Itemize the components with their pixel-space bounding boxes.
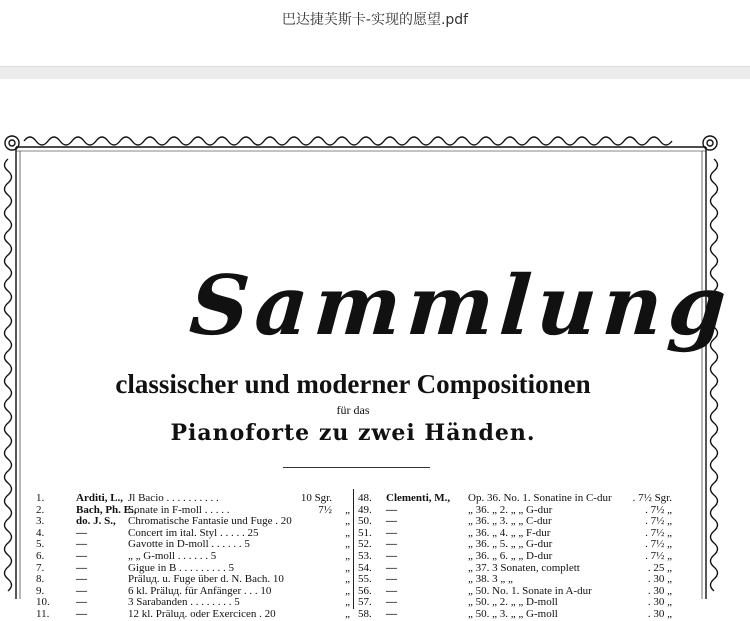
entry-composer: —	[76, 526, 87, 539]
entry-price: . 7½ „	[645, 515, 672, 528]
entry-title: Op. 36. No. 1. Sonatine in C-dur	[468, 492, 612, 504]
entry-composer: —	[76, 573, 87, 586]
entry-number: 58.	[358, 607, 372, 620]
entry-title: Concert im ital. Styl . . . . . 25	[128, 526, 259, 539]
entry-composer: —	[386, 596, 397, 609]
entry-number: 48.	[358, 492, 372, 504]
entry-mark: „	[345, 584, 350, 597]
entry-number: 2.	[36, 503, 45, 516]
entry-title: „ 37. 3 Sonaten, complett	[468, 561, 580, 574]
entry-mark: „	[345, 503, 350, 516]
entry-title: Gigue in B . . . . . . . . . 5	[128, 561, 235, 574]
entry-price: . 7½ „	[645, 538, 672, 551]
entry-title: „ 50. „ 3. „ „ G-moll	[468, 607, 558, 620]
entry-mark: „	[345, 526, 350, 539]
entry-composer: —	[76, 549, 87, 562]
entry-price: . 7½ Sgr.	[632, 492, 672, 504]
entry-composer: —	[386, 526, 397, 539]
entry-number: 50.	[358, 515, 372, 528]
entry-number: 3.	[36, 515, 45, 528]
title-heading: Sammlung	[186, 258, 736, 354]
entry-price: . 30 „	[647, 607, 672, 620]
catalog-column-left	[36, 493, 352, 621]
entry-title: „ 36. „ 4. „ „ F-dur	[468, 526, 551, 539]
viewer-titlebar	[0, 0, 750, 66]
entry-composer: —	[76, 607, 87, 620]
entry-composer: —	[386, 573, 397, 586]
entry-composer: —	[386, 561, 397, 574]
catalog-row	[358, 574, 698, 586]
entry-number: 9.	[36, 584, 45, 597]
entry-number: 11.	[36, 607, 50, 620]
entry-price: . 30 „	[647, 573, 672, 586]
entry-mark: „	[345, 561, 350, 574]
entry-composer: Bach, Ph. E.,	[76, 503, 137, 516]
entry-price: . 7½ „	[645, 549, 672, 562]
entry-composer: —	[76, 538, 87, 551]
entry-title: 3 Sarabanden . . . . . . . . 5	[128, 596, 240, 609]
catalog-row	[36, 574, 352, 586]
entry-title: „ 36. „ 6. „ „ D-dur	[468, 549, 553, 562]
catalog-row	[358, 609, 698, 621]
entry-title: Präluд. u. Fuge über d. N. Bach. 10	[128, 573, 284, 586]
entry-composer: do. J. S.,	[76, 515, 116, 528]
entry-composer: —	[386, 538, 397, 551]
pdf-viewport[interactable]	[0, 79, 750, 620]
entry-number: 49.	[358, 503, 372, 516]
entry-title: 12 kl. Präluд. oder Exercicen . 20	[128, 607, 276, 620]
entry-title: Jl Bacio . . . . . . . . . .	[128, 492, 219, 504]
entry-title: Chromatische Fantasie und Fuge . 20	[128, 515, 292, 528]
entry-title: „ „ G-moll . . . . . . 5	[128, 549, 217, 562]
entry-number: 51.	[358, 526, 372, 539]
catalog-row	[36, 551, 352, 563]
entry-number: 1.	[36, 492, 45, 504]
catalog-row	[36, 493, 352, 505]
instrument-title: Pianoforte zu zwei Händen.	[170, 420, 536, 446]
entry-price: . 7½ „	[645, 526, 672, 539]
entry-number: 54.	[358, 561, 372, 574]
subtitle: classischer und moderner Compositionen	[115, 369, 591, 399]
column-divider	[353, 489, 354, 609]
entry-composer: —	[386, 503, 397, 516]
subtitle-connector: für das	[336, 403, 370, 417]
entry-number: 10.	[36, 596, 50, 609]
entry-title: 6 kl. Präluд. für Anfänger . . . 10	[128, 584, 272, 597]
entry-number: 52.	[358, 538, 372, 551]
catalog-row	[36, 609, 352, 621]
entry-composer: —	[76, 584, 87, 597]
pdf-page	[0, 129, 736, 620]
entry-title: Sonate in F-moll . . . . .	[128, 503, 230, 516]
catalog-column-right	[358, 493, 698, 621]
entry-number: 7.	[36, 561, 45, 574]
entry-composer: —	[386, 515, 397, 528]
entry-number: 57.	[358, 596, 372, 609]
entry-composer: —	[76, 561, 87, 574]
entry-number: 6.	[36, 549, 45, 562]
entry-composer: —	[386, 584, 397, 597]
entry-title: „ 36. „ 2. „ „ G-dur	[468, 503, 553, 516]
entry-price: . 7½ „	[645, 503, 672, 516]
entry-composer: —	[386, 607, 397, 620]
entry-mark: „	[345, 607, 350, 620]
entry-number: 5.	[36, 538, 45, 551]
entry-title: „ 50. „ 2. „ „ D-moll	[468, 596, 558, 609]
entry-price: . 30 „	[647, 596, 672, 609]
entry-title: „ 36. „ 3. „ „ C-dur	[468, 515, 552, 528]
entry-composer: Clementi, M.,	[386, 492, 451, 504]
catalog-row	[358, 551, 698, 563]
entry-title: Gavotte in D-moll . . . . . . 5	[128, 538, 250, 551]
entry-price: . 25 „	[647, 561, 672, 574]
entry-composer: —	[76, 596, 87, 609]
document-filename: 巴达捷芙斯卡-实现的愿望.pdf	[281, 12, 469, 28]
entry-number: 55.	[358, 573, 372, 586]
entry-title: „ 36. „ 5. „ „ G-dur	[468, 538, 553, 551]
catalog-row	[358, 563, 698, 575]
entry-price: . 30 „	[647, 584, 672, 597]
entry-number: 4.	[36, 526, 45, 539]
entry-mark: „	[345, 573, 350, 586]
entry-number: 8.	[36, 573, 45, 586]
entry-price: 10 Sgr.	[300, 492, 332, 504]
entry-composer: —	[386, 549, 397, 562]
entry-number: 56.	[358, 584, 372, 597]
entry-mark: „	[345, 549, 350, 562]
entry-price: 7½	[318, 503, 332, 516]
entry-mark: „	[345, 538, 350, 551]
entry-mark: „	[345, 596, 350, 609]
catalog-row	[358, 493, 698, 505]
entry-title: „ 38. 3 „ „	[468, 573, 513, 586]
entry-title: „ 50. No. 1. Sonate in A-dur	[468, 584, 592, 597]
entry-composer: Arditi, L.,	[76, 492, 124, 504]
entry-mark: „	[345, 515, 350, 528]
entry-number: 53.	[358, 549, 372, 562]
horizontal-rule	[283, 467, 430, 468]
toolbar-separator	[0, 66, 750, 79]
